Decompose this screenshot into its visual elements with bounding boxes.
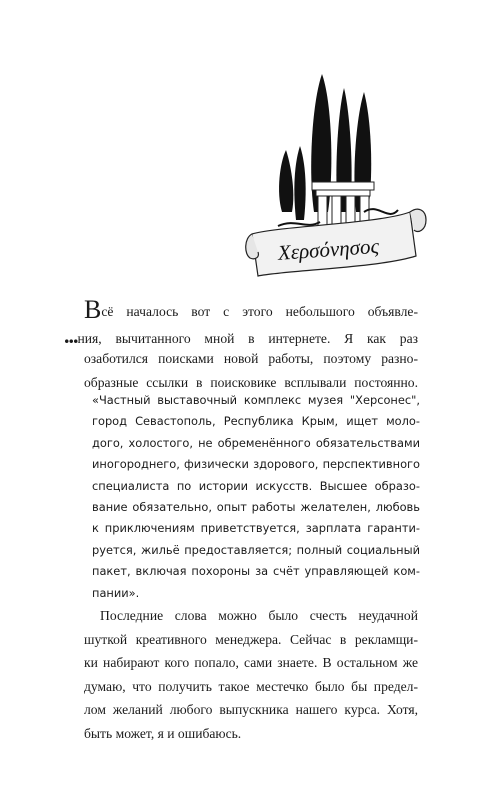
banner-text: Χερσόνησος <box>277 233 380 265</box>
paragraph-line: ки набирают кого попало, сами знаете. В остальном же <box>84 655 418 670</box>
chersonesos-emblem <box>238 62 428 280</box>
quote-line: «Частный выставочный комплекс музея "Херсонес", <box>92 393 420 407</box>
cypress-trees-and-column-emblem <box>278 74 398 238</box>
ellipsis-mark: ... <box>64 322 78 348</box>
quote-line: вание обязательно, опыт работы желателен, любовь <box>92 499 420 514</box>
quote-line: город Севастополь, Республика Крым, ищет моло- <box>92 414 420 429</box>
paragraph-intro <box>64 295 418 394</box>
quote-line: пакет, включая похороны за счёт управляющей ком- <box>92 564 420 579</box>
paragraph-line: Последние слова можно было счесть неудачной <box>100 608 418 623</box>
paragraph-line: Всё началось вот с этого небольшого объявле- <box>84 295 418 324</box>
paragraph-line: шуткой креативного менеджера. Сейчас в рекламщи- <box>84 631 418 647</box>
advertisement-quote <box>92 390 420 604</box>
quote-line: специалиста по истории искусств. Высшее образо- <box>92 478 420 493</box>
paragraph-line: быть может, я и ошибаюсь. <box>84 725 242 741</box>
quote-line: к приключениям приветствуется, зарплата гаранти- <box>92 521 420 536</box>
paragraph-line: думаю, что получить такое местечко было бы предел- <box>84 678 418 694</box>
quote-line: пании». <box>92 585 140 600</box>
drop-cap: В <box>84 295 102 324</box>
paragraph-line: озаботился поисками новой работы, поэтому разно- <box>84 351 418 366</box>
quote-line: руется, жильё предоставляется; полный социальный <box>92 542 420 557</box>
paragraph-line: ...ния, вычитанного мной в интернете. Я как раз <box>64 322 418 348</box>
paragraph-line: образные ссылки в поисковике всплывали постоянно. <box>84 374 418 390</box>
quote-line: дого, холостого, не обременённого обязательствами <box>92 435 420 450</box>
quote-line: иногороднего, физически здорового, перспективного <box>92 457 420 472</box>
paragraph-after-quote <box>84 604 418 745</box>
paragraph-line: лом желаний любого выпускника нашего курса. Хотя, <box>84 702 418 717</box>
